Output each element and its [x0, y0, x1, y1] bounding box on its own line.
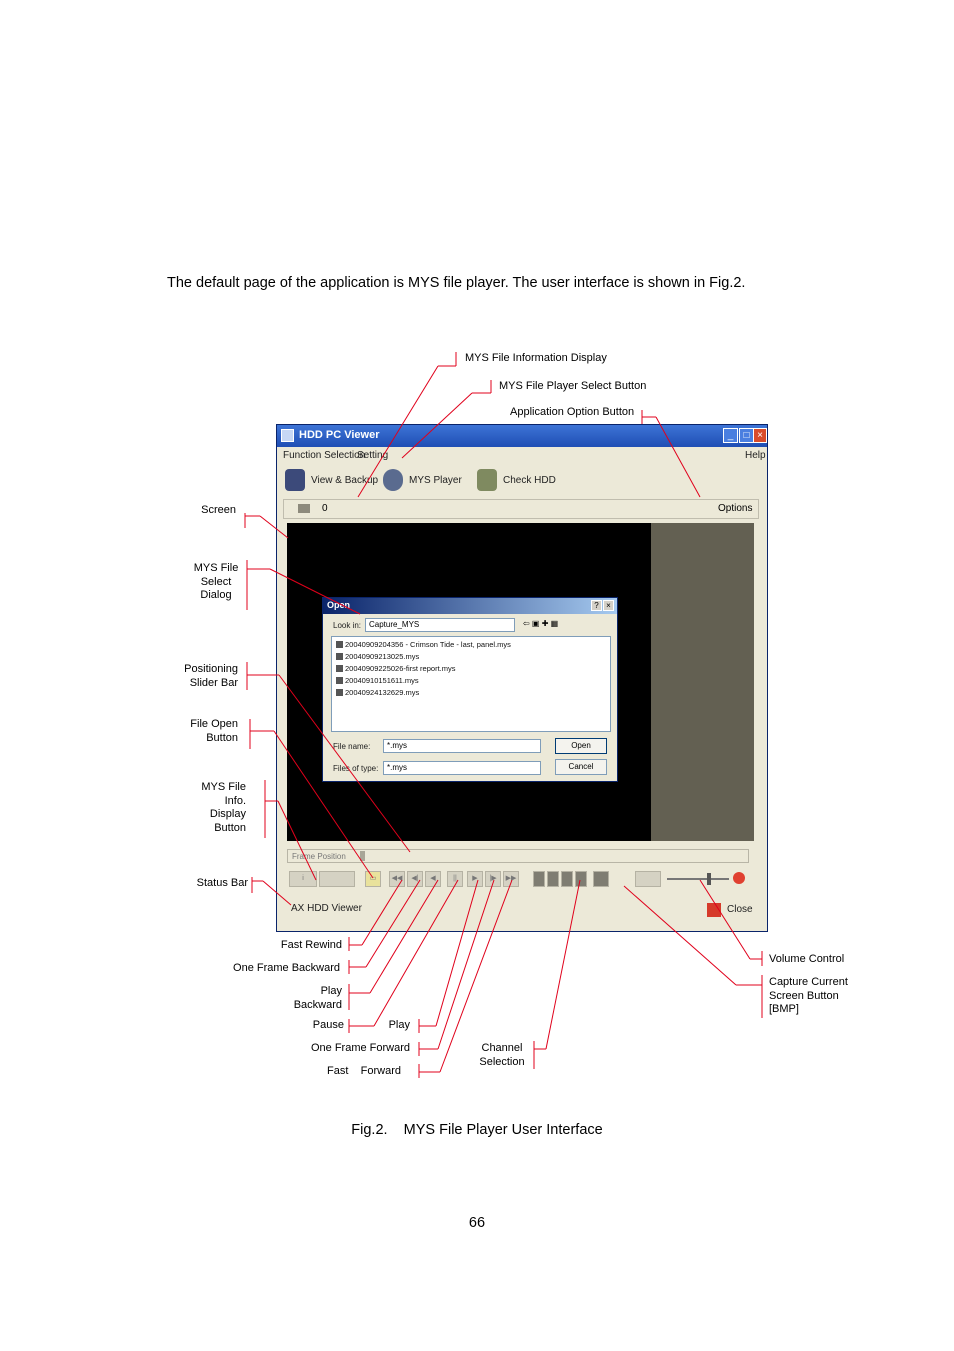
- maximize-button[interactable]: □: [739, 428, 754, 443]
- menu-help[interactable]: Help: [745, 450, 766, 461]
- pause-button[interactable]: ||: [447, 871, 463, 887]
- options-button[interactable]: Options: [718, 503, 753, 514]
- label-info-button: MYS File Info. Display Button: [201, 781, 246, 834]
- file-item[interactable]: 20040924132629.mys: [336, 688, 419, 697]
- label-volume-control: Volume Control: [769, 953, 845, 965]
- close-window-button[interactable]: ×: [753, 428, 767, 443]
- dialog-close-button[interactable]: ×: [603, 600, 614, 611]
- dialog-nav-icons[interactable]: ⇦ ▣ ✚ ▦: [523, 619, 559, 628]
- file-item[interactable]: 20040909213025.mys: [336, 652, 419, 661]
- intro-paragraph: The default page of the application is MYS file player. The user interface is shown in Fig.2.: [167, 275, 746, 291]
- label-file-open: File Open Button: [190, 718, 238, 744]
- mys-player-button[interactable]: MYS Player: [383, 469, 463, 491]
- file-item[interactable]: 20040909225026-first report.mys: [336, 664, 455, 673]
- file-name-label: File name:: [333, 742, 371, 751]
- cancel-button[interactable]: Cancel: [555, 759, 607, 775]
- play-backward-button[interactable]: ◀: [425, 871, 441, 887]
- fast-rewind-button[interactable]: ◀◀: [389, 871, 405, 887]
- look-in-combo[interactable]: Capture_MYS: [365, 618, 515, 632]
- label-info-display: MYS File Information Display: [465, 352, 607, 364]
- label-player-select: MYS File Player Select Button: [499, 380, 647, 392]
- view-backup-button[interactable]: View & Backup: [285, 469, 375, 491]
- info-display-button[interactable]: i: [289, 871, 317, 887]
- label-app-option: Application Option Button: [510, 406, 635, 418]
- fast-forward-button[interactable]: ▶▶: [503, 871, 519, 887]
- label-play: Play: [388, 1019, 410, 1031]
- label-fast-rewind: Fast Rewind: [280, 939, 342, 951]
- label-status-bar: Status Bar: [196, 877, 248, 889]
- one-frame-backward-button[interactable]: ◀|: [407, 871, 423, 887]
- close-app-button[interactable]: Close: [727, 904, 753, 915]
- file-item[interactable]: 20040910151611.mys: [336, 676, 419, 685]
- slider-label: Frame Position: [292, 852, 346, 861]
- file-item[interactable]: 20040909204356 - Crimson Tide - last, panel.mys: [336, 640, 511, 649]
- file-type-select[interactable]: *.mys: [383, 761, 541, 775]
- status-text: AX HDD Viewer: [291, 903, 362, 914]
- play-button[interactable]: ▶: [467, 871, 483, 887]
- file-type-label: Files of type:: [333, 764, 379, 773]
- figure-caption: Fig.2. MYS File Player User Interface: [351, 1122, 603, 1138]
- minimize-button[interactable]: _: [723, 428, 738, 443]
- label-file-dialog: MYS File Select Dialog: [193, 562, 239, 601]
- menu-function-selection[interactable]: Function Selection: [283, 450, 366, 461]
- page-number: 66: [468, 1215, 486, 1231]
- file-name-input[interactable]: *.mys: [383, 739, 541, 753]
- file-open-button[interactable]: ▭: [365, 871, 381, 887]
- label-fast-forward: Fast Forward: [327, 1065, 401, 1077]
- label-play-backward: Play Backward: [293, 985, 342, 1011]
- label-channel-selection: Channel Selection: [479, 1042, 525, 1068]
- one-frame-forward-button[interactable]: |▶: [485, 871, 501, 887]
- label-one-frame-forward: One Frame Forward: [310, 1042, 410, 1054]
- label-capture: Capture Current Screen Button [BMP]: [769, 976, 848, 1015]
- dialog-title: Open: [327, 600, 351, 610]
- label-one-frame-backward: One Frame Backward: [233, 962, 340, 974]
- menu-setting[interactable]: Setting: [357, 450, 389, 461]
- dialog-help-button[interactable]: ?: [591, 600, 602, 611]
- window-title: HDD PC Viewer: [299, 429, 380, 441]
- look-in-label: Look in:: [333, 621, 362, 630]
- label-positioning: Positioning Slider Bar: [184, 663, 238, 689]
- open-button[interactable]: Open: [555, 738, 607, 754]
- label-pause: Pause: [312, 1019, 344, 1031]
- check-hdd-button[interactable]: Check HDD: [477, 469, 557, 491]
- info-value: 0: [322, 503, 328, 514]
- label-screen: Screen: [201, 504, 236, 516]
